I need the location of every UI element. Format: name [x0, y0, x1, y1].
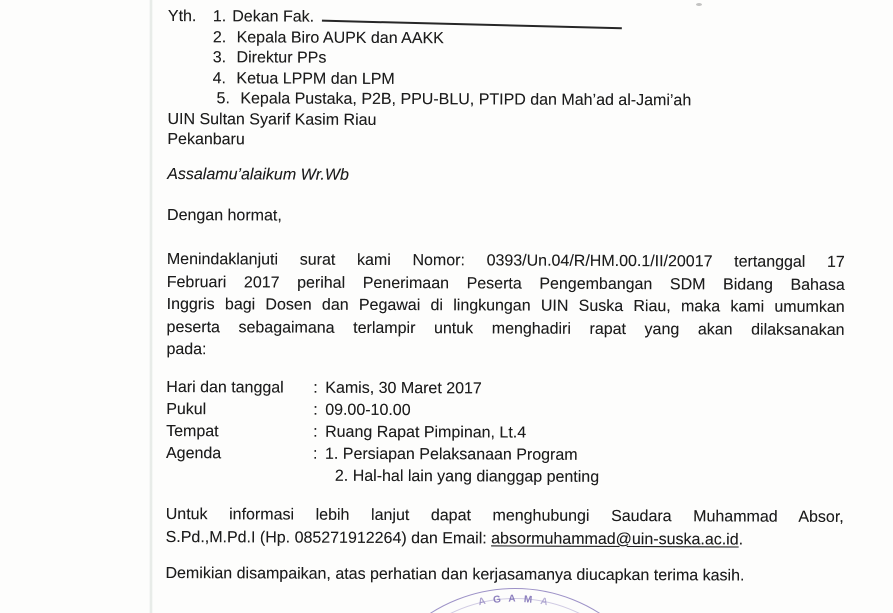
- recipient-number: 5.: [216, 90, 230, 108]
- islamic-greeting: Assalamu’alaikum Wr.Wb: [167, 165, 349, 184]
- recipient-text: Kepala Biro AUPK dan AAKK: [236, 28, 444, 47]
- detail-label: Hari dan tanggal: [166, 378, 284, 397]
- recipient-row-5: [168, 89, 692, 112]
- detail-separator: :: [313, 401, 318, 419]
- recipient-number: 2.: [212, 28, 227, 46]
- detail-separator: :: [313, 379, 318, 397]
- salutation: Yth.: [167, 7, 197, 26]
- stamp-letter: G: [492, 594, 502, 606]
- formal-greeting: Dengan hormat,: [167, 206, 282, 225]
- contact-line-1: Untuk informasi lebih lanjut dapat menghubungi Saudara Muhammad Absor,: [165, 505, 844, 526]
- city-name: Pekanbaru: [167, 130, 245, 149]
- meeting-details: [166, 377, 600, 489]
- detail-row-place: [166, 421, 599, 445]
- stamp-letter: A: [539, 595, 549, 609]
- recipient-row-2: [168, 27, 692, 50]
- contact-line-2: [166, 526, 844, 551]
- stamp-letter: A: [508, 593, 516, 605]
- body-line: Inggris bagi Dosen dan Pegawai di lingkungan UIN Suska Riau, maka kami umumkan: [166, 295, 845, 316]
- scan-edge-artifact: [149, 0, 153, 613]
- closing-line: Demikian disampaikan, atas perhatian dan kerjasamanya diucapkan terima kasih.: [165, 564, 745, 585]
- recipient-row-4: [168, 68, 692, 91]
- agenda-item-2: 2. Hal-hal lain yang dianggap penting: [334, 467, 600, 486]
- body-line: Menindaklanjuti surat kami Nomor: 0393/Un.04/R/HM.00.1/II/20017 tertanggal 17: [166, 250, 845, 271]
- recipient-text: Ketua LPPM dan LPM: [236, 69, 395, 88]
- detail-separator: :: [312, 445, 318, 463]
- recipient-text: Kepala Pustaka, P2B, PPU-BLU, PTIPD dan Mah’ad al-Jami’ah: [240, 90, 692, 110]
- institution-name: UIN Sultan Syarif Kasim Riau: [167, 110, 377, 129]
- detail-value: 09.00-10.00: [325, 401, 411, 420]
- detail-row-time: [166, 399, 599, 423]
- recipient-row-1: [168, 7, 692, 30]
- contact-line-2-text: S.Pd.,M.Pd.I (Hp. 085271912264) dan Email:: [165, 528, 492, 547]
- detail-separator: :: [313, 423, 318, 441]
- stamp-letter: A: [477, 595, 487, 609]
- detail-value: Kamis, 30 Maret 2017: [325, 379, 482, 398]
- letter-content: [165, 0, 846, 613]
- recipient-number: 4.: [212, 69, 227, 87]
- recipient-block: [167, 7, 691, 153]
- detail-value: Ruang Rapat Pimpinan, Lt.4: [325, 423, 527, 442]
- stamp-letter: M: [523, 594, 533, 606]
- body-line: peserta sebagaimana terlampir untuk menghadiri rapat yang akan dilaksanakan: [166, 318, 845, 339]
- body-line: pada:: [166, 340, 207, 359]
- recipient-text: Dekan Fak.: [232, 8, 315, 26]
- recipient-row-3: [168, 48, 692, 71]
- body-paragraph: [166, 249, 844, 364]
- detail-label: Tempat: [166, 422, 219, 441]
- fill-in-blank-line: [322, 9, 622, 30]
- detail-value: 1. Persiapan Pelaksanaan Program: [324, 445, 578, 464]
- detail-row-date: [166, 377, 599, 401]
- contact-paragraph: [166, 504, 844, 551]
- detail-label: Pukul: [166, 400, 207, 419]
- contact-email-link[interactable]: absormuhammad@uin-suska.ac.id: [491, 529, 739, 548]
- body-line: Februari 2017 perihal Penerimaan Peserta Pengembangan SDM Bidang Bahasa: [166, 273, 845, 294]
- detail-label: Agenda: [165, 444, 222, 463]
- contact-line-2-period: .: [738, 530, 744, 549]
- recipient-number: 1.: [212, 8, 227, 26]
- recipient-number: 3.: [212, 49, 227, 67]
- detail-row-agenda: [166, 443, 599, 467]
- recipient-text: Direktur PPs: [236, 49, 327, 67]
